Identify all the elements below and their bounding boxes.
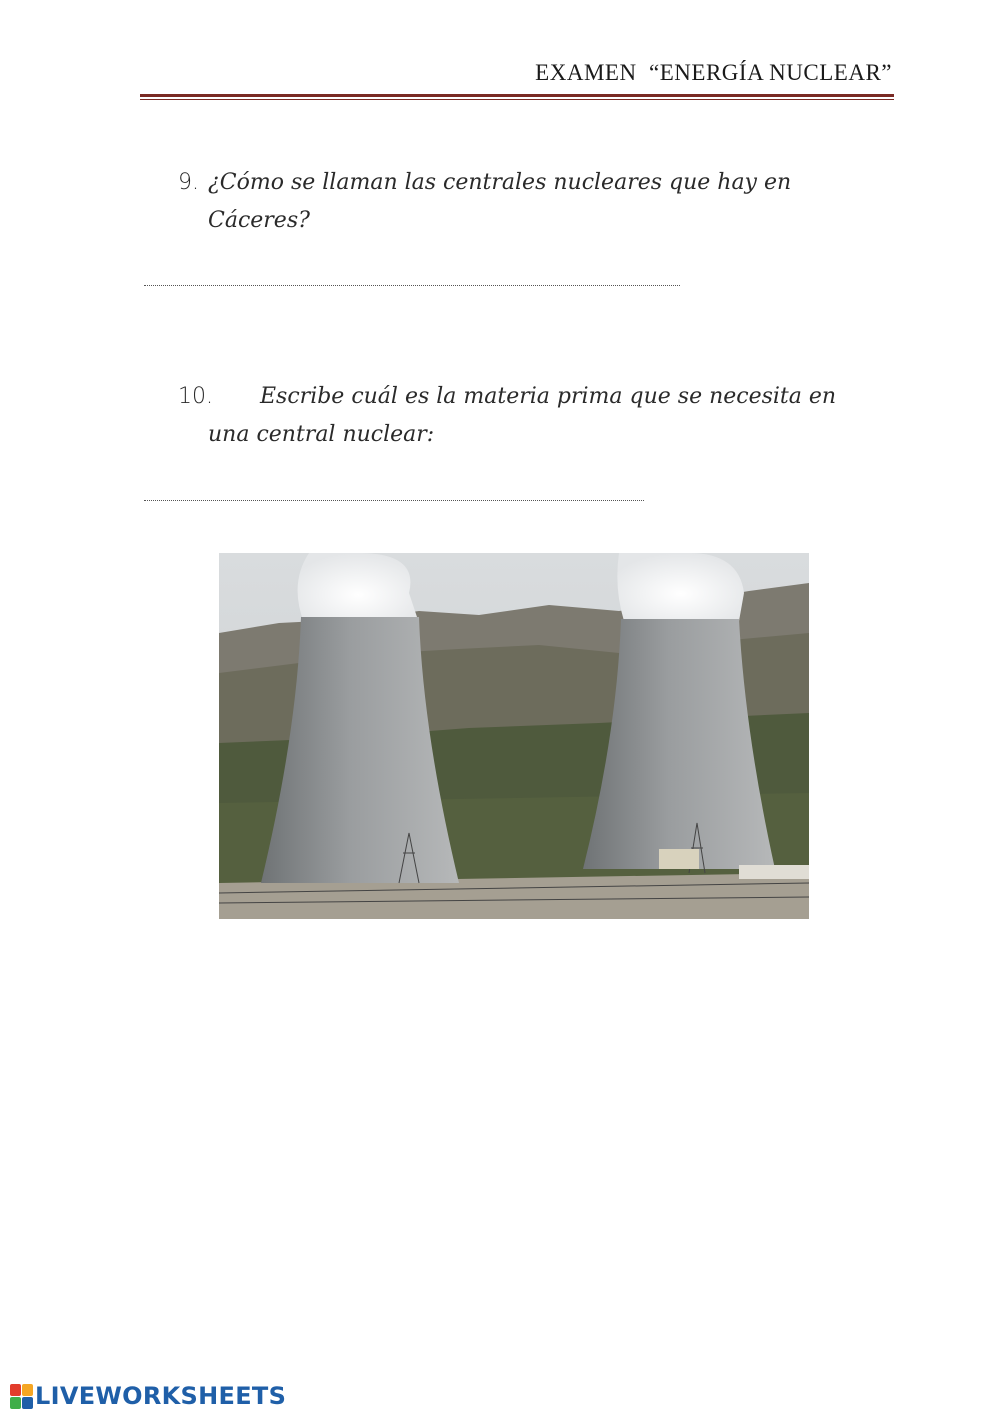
page-title: EXAMEN “ENERGÍA NUCLEAR” — [535, 60, 892, 85]
question-text-line-2: una central nuclear: — [208, 422, 435, 447]
question-text-line-1: ¿Cómo se llaman las centrales nucleares que hay en — [208, 170, 792, 195]
logo-text: LIVEWORKSHEETS — [35, 1382, 287, 1410]
header-rule — [140, 94, 894, 97]
question-text-line-2: Cáceres? — [208, 208, 310, 233]
answer-line-9[interactable] — [144, 285, 680, 286]
question-number: 10. — [178, 384, 213, 409]
header-rule-thin — [140, 99, 894, 100]
liveworksheets-logo[interactable] — [10, 1382, 286, 1410]
question-9 — [178, 164, 858, 240]
question-10 — [178, 378, 868, 454]
question-number: 9. — [178, 170, 199, 195]
answer-line-10[interactable] — [144, 500, 644, 501]
question-text-line-1: Escribe cuál es la materia prima que se necesita en — [260, 384, 837, 409]
cooling-towers-photo — [219, 553, 809, 919]
logo-badge-icon — [10, 1384, 32, 1408]
